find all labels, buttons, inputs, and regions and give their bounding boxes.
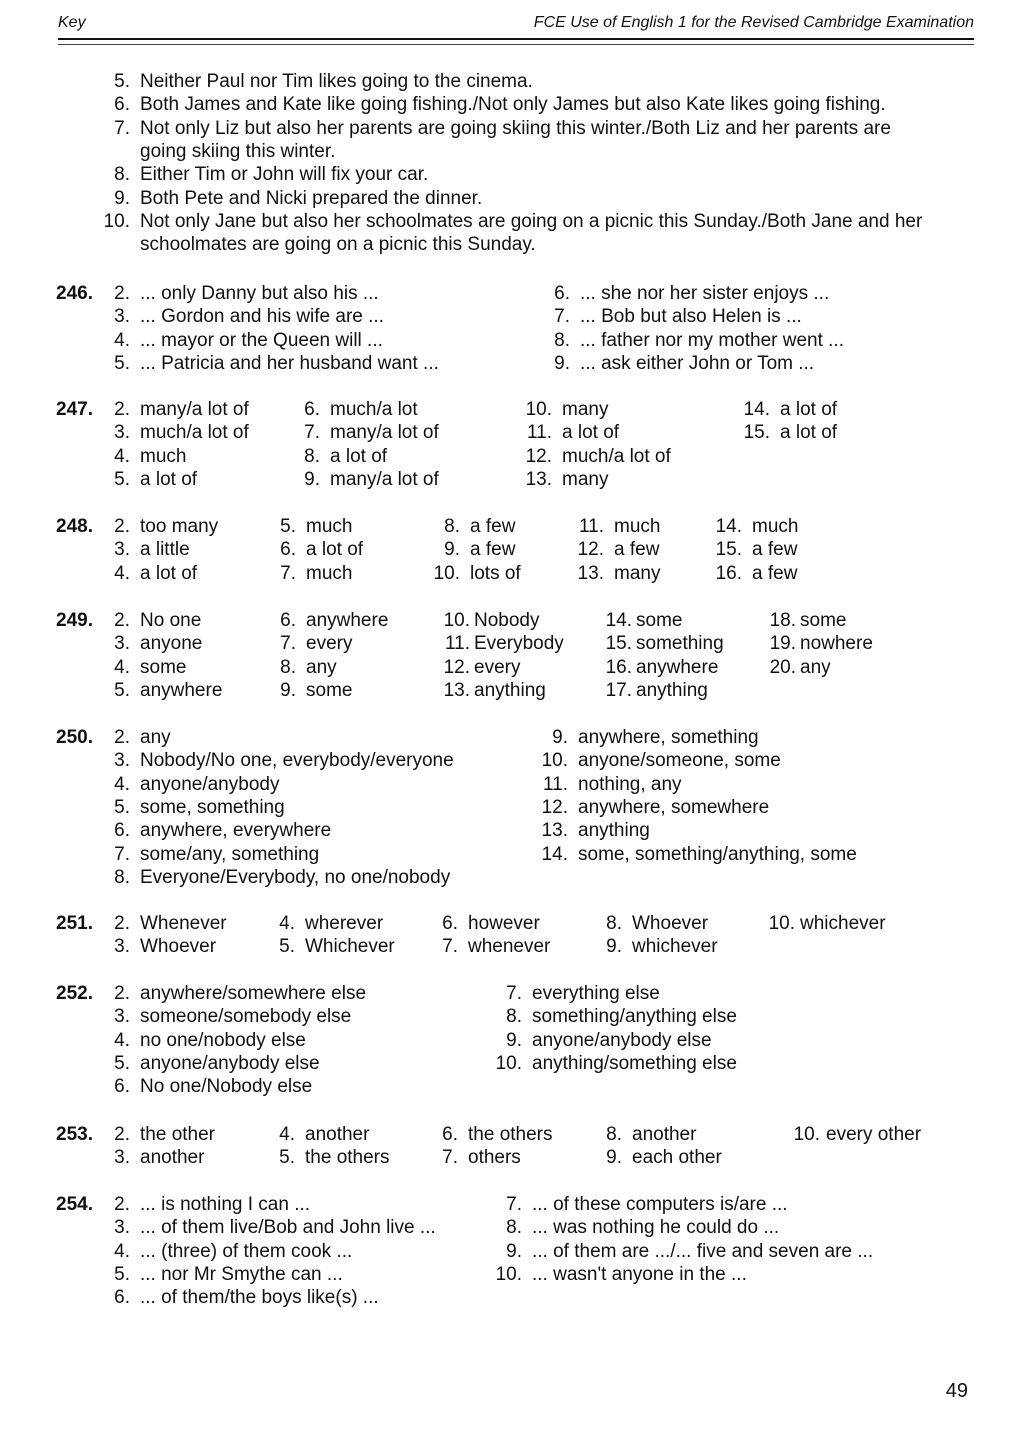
answer-text: ... of these computers is/are ... <box>532 1194 788 1215</box>
item-number: 5. <box>280 516 296 537</box>
item-number: 3. <box>114 539 130 561</box>
answer-text: some, something/anything, some <box>578 843 857 865</box>
item-number: 5. <box>279 936 295 958</box>
item-number: 6. <box>304 399 320 420</box>
item-number: 13. <box>541 820 568 842</box>
answer-text: ... wasn't anyone in the ... <box>532 1263 747 1285</box>
answer-text: a few <box>614 539 660 561</box>
item-number: 5. <box>279 1147 295 1169</box>
answer-text: ... nor Mr Smythe can ... <box>140 1263 343 1285</box>
answer-text: a little <box>140 539 190 561</box>
item-number: 4. <box>114 773 130 795</box>
item-number: 10. <box>443 610 470 631</box>
item-number: 6. <box>114 1076 130 1098</box>
exercise-number: 249. <box>56 610 93 631</box>
answer-text: a few <box>470 516 516 537</box>
item-number: 3. <box>114 1217 130 1239</box>
item-number: 8. <box>304 445 320 467</box>
item-number: 5. <box>114 352 130 374</box>
answer-text: too many <box>140 516 219 537</box>
answer-text: a lot of <box>140 468 198 490</box>
answer-text: nowhere <box>800 633 873 655</box>
answer-text: anyone/anybody else <box>140 1052 320 1074</box>
item-number: 10. <box>495 1263 522 1285</box>
header-rule <box>58 38 974 40</box>
answer-text: anywhere <box>636 656 719 678</box>
answer-text: anyone <box>140 633 203 655</box>
answer-text: some, something <box>140 796 285 818</box>
answer-text: anything <box>578 820 650 842</box>
item-number: 15. <box>715 539 742 561</box>
answer-text: many/a lot of <box>330 422 439 444</box>
exercise-number: 250. <box>56 727 93 748</box>
item-number: 12. <box>541 796 568 818</box>
answer-text: many <box>562 468 609 490</box>
item-number: 16. <box>715 562 742 584</box>
answer-text: ... father nor my mother went ... <box>580 329 844 351</box>
answer-text: Whenever <box>140 913 227 934</box>
item-number: 12. <box>525 445 552 467</box>
header-title: FCE Use of English 1 for the Revised Cambridge Examination <box>533 14 974 31</box>
answer-text: much/a lot of <box>140 422 249 444</box>
answer-text: No one/Nobody else <box>140 1076 313 1098</box>
answer-text: a lot of <box>780 399 838 420</box>
answer-text: a few <box>470 539 516 561</box>
item-number: 6. <box>280 610 296 631</box>
answer-text: a few <box>752 562 798 584</box>
answer-text: much/a lot of <box>562 445 671 467</box>
item-number: 20. <box>769 656 796 678</box>
answer-text: ... of them are .../... five and seven are ... <box>532 1240 874 1262</box>
answer-text: everything else <box>532 983 660 1004</box>
answer-text: going skiing this winter. <box>140 140 336 162</box>
answer-text: ... of them/the boys like(s) ... <box>140 1287 379 1309</box>
item-number: 8. <box>506 1217 522 1239</box>
answer-text: many <box>562 399 609 420</box>
item-number: 11. <box>578 516 604 537</box>
item-number: 7. <box>554 306 570 328</box>
exercise-number: 254. <box>56 1194 93 1215</box>
item-number: 7. <box>506 1194 522 1215</box>
answer-text: many/a lot of <box>330 468 439 490</box>
answer-text: a lot of <box>780 422 838 444</box>
item-number: 5. <box>114 1052 130 1074</box>
item-number: 10. <box>793 1124 820 1145</box>
item-number: 7. <box>442 1147 458 1169</box>
answer-text: a lot of <box>562 422 620 444</box>
item-number: 2. <box>114 283 130 304</box>
item-number: 4. <box>114 1240 130 1262</box>
answer-text: much <box>306 562 353 584</box>
item-number: 3. <box>114 1147 130 1169</box>
item-number: 10. <box>433 562 460 584</box>
answer-text: ... mayor or the Queen will ... <box>140 329 383 351</box>
answer-text: every <box>474 656 521 678</box>
item-number: 9. <box>606 1147 622 1169</box>
answer-text: many/a lot of <box>140 399 249 420</box>
item-number: 10. <box>495 1052 522 1074</box>
answer-text: ... Gordon and his wife are ... <box>140 306 384 328</box>
answer-text: another <box>632 1124 697 1145</box>
answer-text: ... is nothing I can ... <box>140 1194 311 1215</box>
item-number: 10. <box>768 913 795 934</box>
item-number: 13. <box>525 468 552 490</box>
answer-text: anyone/someone, some <box>578 750 781 772</box>
answer-text: the others <box>468 1124 553 1145</box>
exercise-number: 247. <box>56 399 93 420</box>
running-header <box>58 14 974 36</box>
item-number: 17. <box>605 679 632 701</box>
answer-text: much/a lot <box>330 399 418 420</box>
item-number: 8. <box>444 516 460 537</box>
answer-text: no one/nobody else <box>140 1029 306 1051</box>
item-number: 11. <box>542 773 568 795</box>
answer-text: ... ask either John or Tom ... <box>580 352 815 374</box>
answer-text: any <box>800 656 831 678</box>
item-number: 6. <box>114 820 130 842</box>
answer-text: Not only Jane but also her schoolmates are going on a picnic this Sunday./Both Jane and her <box>140 210 923 232</box>
item-number: 11. <box>444 633 470 655</box>
item-number: 6. <box>442 1124 458 1145</box>
item-number: 3. <box>114 936 130 958</box>
item-number: 14. <box>541 843 568 865</box>
answer-text: Both James and Kate like going fishing./Not only James but also Kate likes going fishing. <box>140 94 886 116</box>
item-number: 5. <box>114 1263 130 1285</box>
item-number: 4. <box>114 562 130 584</box>
item-number: 7. <box>114 117 130 139</box>
answer-text: a lot of <box>330 445 388 467</box>
item-number: 4. <box>279 1124 295 1145</box>
item-number: 16. <box>605 656 632 678</box>
answer-text: ... she nor her sister enjoys ... <box>580 283 830 304</box>
item-number: 2. <box>114 1124 130 1145</box>
answer-text: ... was nothing he could do ... <box>532 1217 780 1239</box>
answer-text: Neither Paul nor Tim likes going to the cinema. <box>140 71 533 92</box>
item-number: 3. <box>114 633 130 655</box>
answer-text: some <box>140 656 187 678</box>
answer-text: ... Bob but also Helen is ... <box>580 306 802 328</box>
item-number: 4. <box>114 445 130 467</box>
item-number: 2. <box>114 516 130 537</box>
answer-text: anyone/anybody <box>140 773 280 795</box>
item-number: 4. <box>279 913 295 934</box>
item-number: 7. <box>280 562 296 584</box>
answer-text: every <box>306 633 353 655</box>
item-number: 10. <box>525 399 552 420</box>
item-number: 3. <box>114 422 130 444</box>
answer-text: anywhere/somewhere else <box>140 983 367 1004</box>
exercise-number: 251. <box>56 913 93 934</box>
page-number: 49 <box>945 1380 968 1402</box>
item-number: 8. <box>114 164 130 186</box>
item-number: 2. <box>114 610 130 631</box>
answer-text: lots of <box>470 562 521 584</box>
answer-text: some <box>306 679 353 701</box>
item-number: 9. <box>506 1029 522 1051</box>
item-number: 6. <box>442 913 458 934</box>
answer-text: others <box>468 1147 521 1169</box>
item-number: 19. <box>769 633 796 655</box>
item-number: 4. <box>114 1029 130 1051</box>
answer-text: anyone/anybody else <box>532 1029 712 1051</box>
answer-text: much <box>306 516 353 537</box>
item-number: 8. <box>606 913 622 934</box>
answer-text: ... Patricia and her husband want ... <box>140 352 439 374</box>
answer-text: Nobody <box>474 610 540 631</box>
answer-text: however <box>468 913 540 934</box>
item-number: 15. <box>605 633 632 655</box>
item-number: 4. <box>114 329 130 351</box>
exercise-number: 252. <box>56 983 93 1004</box>
item-number: 9. <box>606 936 622 958</box>
item-number: 14. <box>715 516 742 537</box>
item-number: 12. <box>577 539 604 561</box>
item-number: 6. <box>280 539 296 561</box>
answer-text: Both Pete and Nicki prepared the dinner. <box>140 187 483 209</box>
answer-text: ... only Danny but also his ... <box>140 283 379 304</box>
item-number: 10. <box>103 210 130 232</box>
answer-text: Whoever <box>632 913 709 934</box>
item-number: 13. <box>443 679 470 701</box>
item-number: 9. <box>114 187 130 209</box>
answer-text: anywhere <box>306 610 389 631</box>
item-number: 6. <box>114 94 130 116</box>
answer-text: another <box>140 1147 205 1169</box>
answer-text: some <box>800 610 847 631</box>
item-number: 2. <box>114 913 130 934</box>
exercise-number: 246. <box>56 283 93 304</box>
item-number: 2. <box>114 727 130 748</box>
answer-text: whichever <box>632 936 718 958</box>
exercise-number: 253. <box>56 1124 93 1145</box>
answer-text: ... of them live/Bob and John live ... <box>140 1217 436 1239</box>
item-number: 9. <box>304 468 320 490</box>
answer-text: anywhere <box>140 679 223 701</box>
item-number: 5. <box>114 679 130 701</box>
header-left: Key <box>58 14 86 31</box>
item-number: 5. <box>114 71 130 92</box>
answer-text: Either Tim or John will fix your car. <box>140 164 429 186</box>
answer-text: much <box>614 516 661 537</box>
item-number: 10. <box>541 750 568 772</box>
answer-text: a lot of <box>306 539 364 561</box>
answer-text: a lot of <box>140 562 198 584</box>
item-number: 4. <box>114 656 130 678</box>
answer-text: anywhere, something <box>578 727 759 748</box>
item-number: 13. <box>577 562 604 584</box>
item-number: 2. <box>114 983 130 1004</box>
answer-text: Nobody/No one, everybody/everyone <box>140 750 454 772</box>
item-number: 6. <box>554 283 570 304</box>
item-number: 3. <box>114 1006 130 1028</box>
header-rule-thin <box>58 44 974 45</box>
answer-text: nothing, any <box>578 773 682 795</box>
item-number: 7. <box>114 843 130 865</box>
item-number: 3. <box>114 306 130 328</box>
answer-text: Whichever <box>305 936 395 958</box>
answer-text: Not only Liz but also her parents are going skiing this winter./Both Liz and her parents are <box>140 117 891 139</box>
item-number: 5. <box>114 796 130 818</box>
answer-text: Everyone/Everybody, no one/nobody <box>140 866 451 888</box>
answer-text: anything <box>636 679 708 701</box>
answer-text: ... (three) of them cook ... <box>140 1240 353 1262</box>
item-number: 9. <box>552 727 568 748</box>
answer-text: any <box>306 656 337 678</box>
item-number: 9. <box>280 679 296 701</box>
answer-text: anything/something else <box>532 1052 737 1074</box>
answer-text: No one <box>140 610 202 631</box>
item-number: 14. <box>743 399 770 420</box>
item-number: 14. <box>605 610 632 631</box>
item-number: 9. <box>506 1240 522 1262</box>
item-number: 12. <box>443 656 470 678</box>
answer-text: much <box>752 516 799 537</box>
answer-text: much <box>140 445 187 467</box>
answer-text: something <box>636 633 724 655</box>
answer-text: something/anything else <box>532 1006 737 1028</box>
item-number: 6. <box>114 1287 130 1309</box>
answer-text: Everybody <box>474 633 564 655</box>
answer-text: each other <box>632 1147 722 1169</box>
answer-text: anywhere, somewhere <box>578 796 770 818</box>
item-number: 5. <box>114 468 130 490</box>
item-number: 8. <box>280 656 296 678</box>
item-number: 7. <box>442 936 458 958</box>
item-number: 8. <box>114 866 130 888</box>
item-number: 7. <box>280 633 296 655</box>
answer-text: the others <box>305 1147 390 1169</box>
item-number: 8. <box>606 1124 622 1145</box>
item-number: 9. <box>444 539 460 561</box>
item-number: 7. <box>506 983 522 1004</box>
answer-text: whichever <box>800 913 886 934</box>
answer-text: anything <box>474 679 546 701</box>
answer-text: the other <box>140 1124 215 1145</box>
item-number: 8. <box>506 1006 522 1028</box>
exercise-number: 248. <box>56 516 93 537</box>
item-number: 9. <box>554 352 570 374</box>
item-number: 2. <box>114 399 130 420</box>
item-number: 7. <box>304 422 320 444</box>
answer-text: some <box>636 610 683 631</box>
answer-text: many <box>614 562 661 584</box>
answer-text: someone/somebody else <box>140 1006 352 1028</box>
item-number: 3. <box>114 750 130 772</box>
item-number: 8. <box>554 329 570 351</box>
item-number: 11. <box>526 422 552 444</box>
item-number: 2. <box>114 1194 130 1215</box>
answer-text: anywhere, everywhere <box>140 820 332 842</box>
item-number: 15. <box>743 422 770 444</box>
answer-text: whenever <box>468 936 551 958</box>
answer-text: any <box>140 727 171 748</box>
answer-text: some/any, something <box>140 843 320 865</box>
answer-text: wherever <box>305 913 384 934</box>
answer-text: another <box>305 1124 370 1145</box>
answer-text: Whoever <box>140 936 217 958</box>
item-number: 18. <box>769 610 796 631</box>
answer-text: schoolmates are going on a picnic this Sunday. <box>140 234 536 256</box>
answer-text: a few <box>752 539 798 561</box>
answer-text: every other <box>826 1124 922 1145</box>
